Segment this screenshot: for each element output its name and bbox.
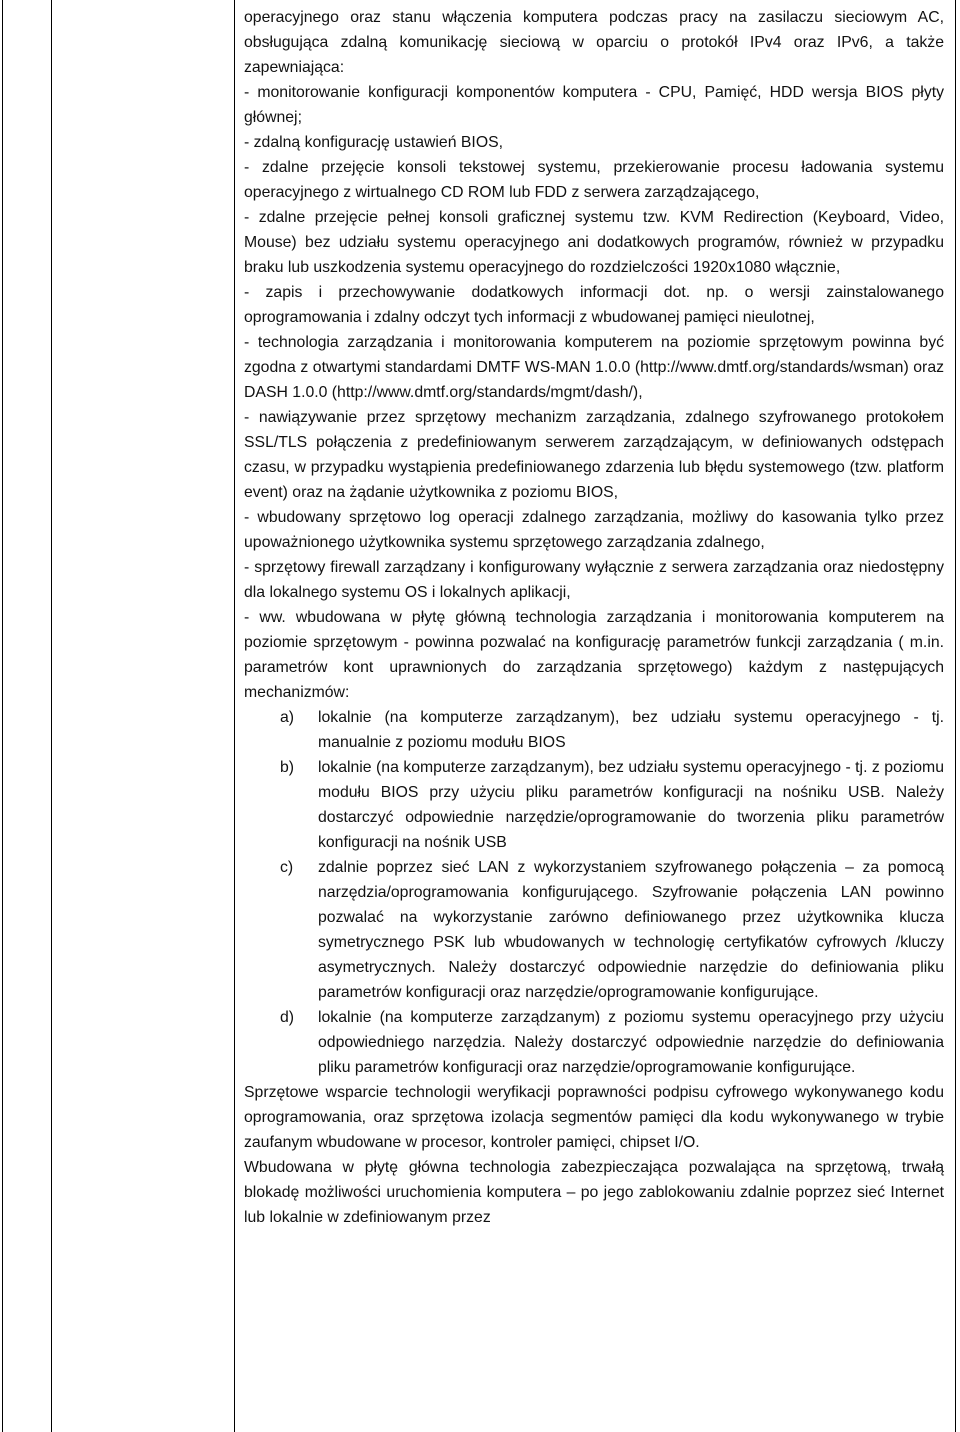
list-item-text: lokalnie (na komputerze zarządzanym), bez udziału systemu operacyjnego - tj. manualnie z poziomu modułu BIOS xyxy=(318,709,944,751)
paragraph: - zdalne przejęcie konsoli tekstowej systemu, przekierowanie procesu ładowania systemu operacyjnego z wirtualnego CD ROM lub FDD z serwera zarządzającego, xyxy=(244,159,944,201)
paragraph: operacyjnego oraz stanu włączenia komputera podczas pracy na zasilaczu sieciowym AC, obsługująca zdalną komunikację sieciową w oparciu o protokół IPv4 oraz IPv6, a także zapewniająca: xyxy=(244,9,944,76)
paragraph: - sprzętowy firewall zarządzany i konfigurowany wyłącznie z serwera zarządzania oraz niedostępny dla lokalnego systemu OS i lokalnych aplikacji, xyxy=(244,559,944,601)
list-item xyxy=(244,1005,944,1080)
list-marker: d) xyxy=(280,1009,295,1026)
document-content xyxy=(244,5,944,1230)
list-marker: a) xyxy=(280,709,295,726)
list-marker: b) xyxy=(280,759,295,776)
list-item-text: lokalnie (na komputerze zarządzanym) z poziomu systemu operacyjnego przy użyciu odpowiedniego narzędzia. Należy dostarczyć odpowiednie narzędzie do definiowania pliku parametrów konfiguracji oraz narzędzie/oprogramowanie konfigurujące. xyxy=(318,1009,944,1076)
paragraph: - technologia zarządzania i monitorowania komputerem na poziomie sprzętowym powinna być zgodna z otwartymi standardami DMTF WS-MAN 1.0.0 (http://www.dmtf.org/standards/wsman) oraz DASH 1.0.0 (http://www.dmtf.org/standards/mgmt/dash/), xyxy=(244,334,944,401)
list-marker: c) xyxy=(280,859,294,876)
paragraph: - zapis i przechowywanie dodatkowych informacji dot. np. o wersji zainstalowanego oprogramowania i zdalny odczyt tych informacji z wbudowanej pamięci nieulotnej, xyxy=(244,284,944,326)
list-item xyxy=(244,705,944,755)
list-item xyxy=(244,755,944,855)
paragraph: - zdalne przejęcie pełnej konsoli graficznej systemu tzw. KVM Redirection (Keyboard, Video, Mouse) bez udziału systemu operacyjnego ani dodatkowych programów, również w przypadku braku lub uszkodzenia systemu operacyjnego do rozdzielczości 1920x1080 włącznie, xyxy=(244,209,944,276)
list-item-text: zdalnie poprzez sieć LAN z wykorzystaniem szyfrowanego połączenia – za pomocą narzędzia/oprogramowania konfigurującego. Szyfrowanie połączenia LAN powinno pozwalać na wykorzystanie zarówno definiowanego przez użytkownika klucza symetrycznego PSK lub wbudowanych w technologię certyfikatów cyfrowych /kluczy asymetrycznych. Należy dostarczyć odpowiednie narzędzie do definiowania pliku parametrów konfiguracji oraz narzędzie/oprogramowanie konfigurujące. xyxy=(318,859,944,1001)
list-item xyxy=(244,855,944,1005)
paragraph: - ww. wbudowana w płytę główną technologia zarządzania i monitorowania komputerem na poziomie sprzętowym - powinna pozwalać na konfigurację parametrów funkcji zarządzania ( m.in. parametrów kont uprawnionych do zarządzania sprzętowego) każdym z następujących mechanizmów: xyxy=(244,609,944,701)
paragraph: - nawiązywanie przez sprzętowy mechanizm zarządzania, zdalnego szyfrowanego protokołem SSL/TLS połączenia z predefiniowanym serwerem zarządzającym, w definiowanych odstępach czasu, w przypadku wystąpienia predefiniowanego zdarzenia lub błędu systemowego (tzw. platform event) oraz na żądanie użytkownika z poziomu BIOS, xyxy=(244,409,944,501)
paragraph: Sprzętowe wsparcie technologii weryfikacji poprawności podpisu cyfrowego wykonywanego kodu oprogramowania, oraz sprzętowa izolacja segmentów pamięci dla kodu wykonywanego w trybie zaufanym wbudowane w procesor, kontroler pamięci, chipset I/O. xyxy=(244,1084,944,1151)
table-column-divider xyxy=(51,0,52,1432)
paragraph: Wbudowana w płytę główna technologia zabezpieczająca pozwalająca na sprzętową, trwałą blokadę możliwości uruchomienia komputera – po jego zablokowaniu zdalnie poprzez sieć Internet lub lokalnie w zdefiniowanym przez xyxy=(244,1159,944,1226)
paragraph: - zdalną konfigurację ustawień BIOS, xyxy=(244,134,504,151)
table-column-divider xyxy=(234,0,235,1432)
list-item-text: lokalnie (na komputerze zarządzanym), bez udziału systemu operacyjnego - tj. z poziomu modułu BIOS przy użyciu pliku parametrów konfiguracji na nośniku USB. Należy dostarczyć odpowiednie narzędzie/oprogramowanie do tworzenia pliku parametrów konfiguracji na nośnik USB xyxy=(318,759,944,851)
paragraph: - wbudowany sprzętowo log operacji zdalnego zarządzania, możliwy do kasowania tylko przez upoważnionego użytkownika systemu sprzętowego zarządzania zdalnego, xyxy=(244,509,944,551)
paragraph: - monitorowanie konfiguracji komponentów komputera - CPU, Pamięć, HDD wersja BIOS płyty głównej; xyxy=(244,84,944,126)
